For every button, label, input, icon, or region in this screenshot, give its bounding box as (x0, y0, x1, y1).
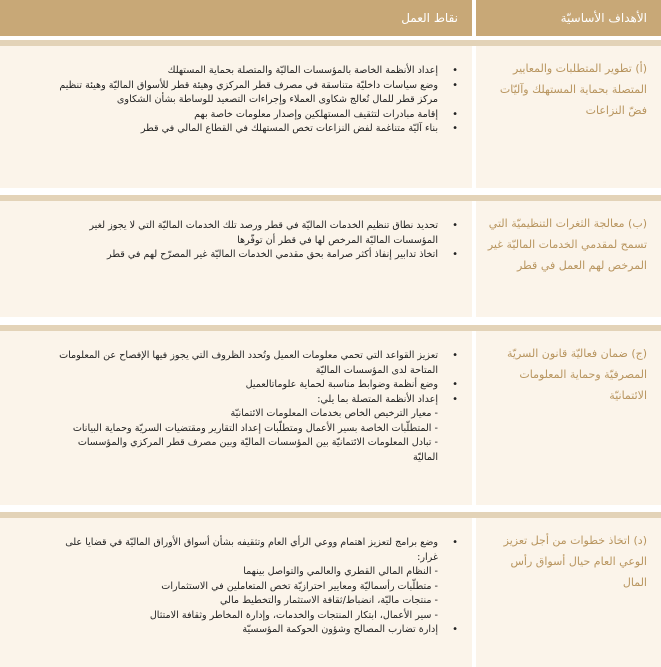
bullet-dot: • (452, 249, 458, 260)
goal-cell (476, 46, 661, 188)
header-action-points: نقاط العمل (0, 0, 472, 36)
item-text: وضع سياسات داخليّة متناسقة في مصرف قطر المركزي وهيئة قطر للأسواق الماليّة وهيئة تنظيم مركز قطر للمال تُعالج شكاوى العملاء وإجراءات التصعيد للوساطة بشأن الشكاوى (59, 79, 438, 105)
header-goals: الأهداف الأساسيّة (476, 0, 661, 36)
sub-item (18, 422, 458, 437)
goal-text: (د) اتخاذ خطوات من أجل تعزيز الوعي العام حيال أسواق رأس المال (503, 534, 647, 589)
bullet-item (18, 64, 458, 79)
bullet-dot: • (452, 123, 458, 134)
bullet-item (18, 219, 458, 248)
bullet-item (18, 623, 458, 638)
item-text: وضع برامج لتعزيز اهتمام ووعي الرأي العام وتثقيفه بشأن أسواق الأوراق الماليّة في قضايا على غرار: (65, 537, 438, 563)
bullet-item (18, 536, 458, 565)
bullet-dot: • (452, 79, 458, 91)
item-text: - تبادل المعلومات الائتمانيّة بين المؤسسات الماليّة وبين مصرف قطر المركزي والمؤسسات الماليّة (77, 437, 438, 463)
bullet-dot: • (452, 393, 458, 405)
item-text: إقامة مبادرات لتثقيف المستهلكين وإصدار معلومات خاصة بهم (194, 108, 438, 120)
item-text: - متطلّبات رأسماليّة ومعايير احترازيّة تخص المتعاملين في الاستثمارات (161, 580, 438, 592)
item-text: - منتجات ماليّة، انضباط/ثقافة الاستثمار والتخطيط مالي (220, 595, 438, 606)
sub-item (18, 565, 458, 580)
bullet-dot: • (452, 624, 458, 635)
bullet-dot: • (452, 220, 458, 231)
bullet-item (18, 248, 458, 263)
action-points-cell (0, 46, 472, 188)
goal-text: (أ) تطوير المتطلبات والمعايير المتصلة بحماية المستهلك وآليّات فضّ النزاعات (499, 62, 647, 117)
bullet-item (18, 378, 458, 393)
item-text: بناء آليّة متناغمة لفض النزاعات تخص المستهلك في القطاع المالي في قطر (140, 123, 438, 134)
action-points-cell (0, 331, 472, 505)
bullet-item (18, 79, 458, 108)
item-text: تحديد نطاق تنظيم الخدمات الماليّة في قطر ورصد تلك الخدمات الماليّة التي لا يجوز لغير المؤسسات الماليّة المرخص لها في قطر أن توفّرها (89, 220, 438, 246)
sub-item (18, 580, 458, 595)
goal-text: (ج) ضمان فعاليّة قانون السريّة المصرفيّة وحماية المعلومات الائتمانيّة (507, 347, 647, 402)
item-text: تعزيز القواعد التي تحمي معلومات العميل وتُحدد الظروف التي يجوز فيها الإفصاح عن المعلومات المتاحة لدى المؤسسات الماليّة (59, 350, 438, 376)
item-text: إعداد الأنظمة المتصلة بما يلي: (317, 393, 438, 405)
goal-text: (ب) معالجة الثغرات التنظيميّة التي تسمح لمقدمي الخدمات الماليّة غير المرخص لهم العمل في قطر (487, 217, 647, 272)
goal-cell (476, 518, 661, 667)
item-text: - سير الأعمال، ابتكار المنتجات والخدمات، وإدارة المخاطر وثقافة الامتثال (149, 609, 438, 621)
sub-item (18, 407, 458, 422)
bullet-item (18, 108, 458, 123)
bullet-item (18, 122, 458, 137)
item-text: - النظام المالي القطري والعالمي والتواصل بينهما (243, 566, 438, 577)
item-text: - معيار الترخيص الخاص بخدمات المعلومات الائتمانيّة (230, 408, 438, 419)
sub-item (18, 594, 458, 609)
bullet-dot: • (452, 65, 458, 76)
sub-item (18, 436, 458, 465)
bullet-dot: • (452, 350, 458, 361)
sub-item (18, 609, 458, 624)
bullet-dot: • (452, 537, 458, 548)
item-text: إدارة تضارب المصالح وشؤون الحوكمة المؤسسيّة (242, 624, 438, 635)
bullet-item (18, 393, 458, 408)
bullet-item (18, 349, 458, 378)
goal-cell (476, 201, 661, 317)
bullet-dot: • (452, 379, 458, 390)
action-points-cell (0, 518, 472, 667)
action-points-cell (0, 201, 472, 317)
item-text: اتخاذ تدابير إنفاذ أكثر صرامة بحق مقدمي الخدمات الماليّة غير المصرّح لهم في قطر (107, 249, 438, 260)
goal-cell (476, 331, 661, 505)
bullet-dot: • (452, 108, 458, 120)
item-text: إعداد الأنظمة الخاصة بالمؤسسات الماليّة والمتصلة بحماية المستهلك (167, 65, 438, 76)
item-text: وضع أنظمة وضوابط مناسبة لحماية علوماتالعميل (245, 379, 438, 390)
item-text: - المتطلّبات الخاصة بسير الأعمال ومتطلّبات إعداد التقارير ومقتضيات السريّة وحماية البيانات (72, 422, 438, 434)
